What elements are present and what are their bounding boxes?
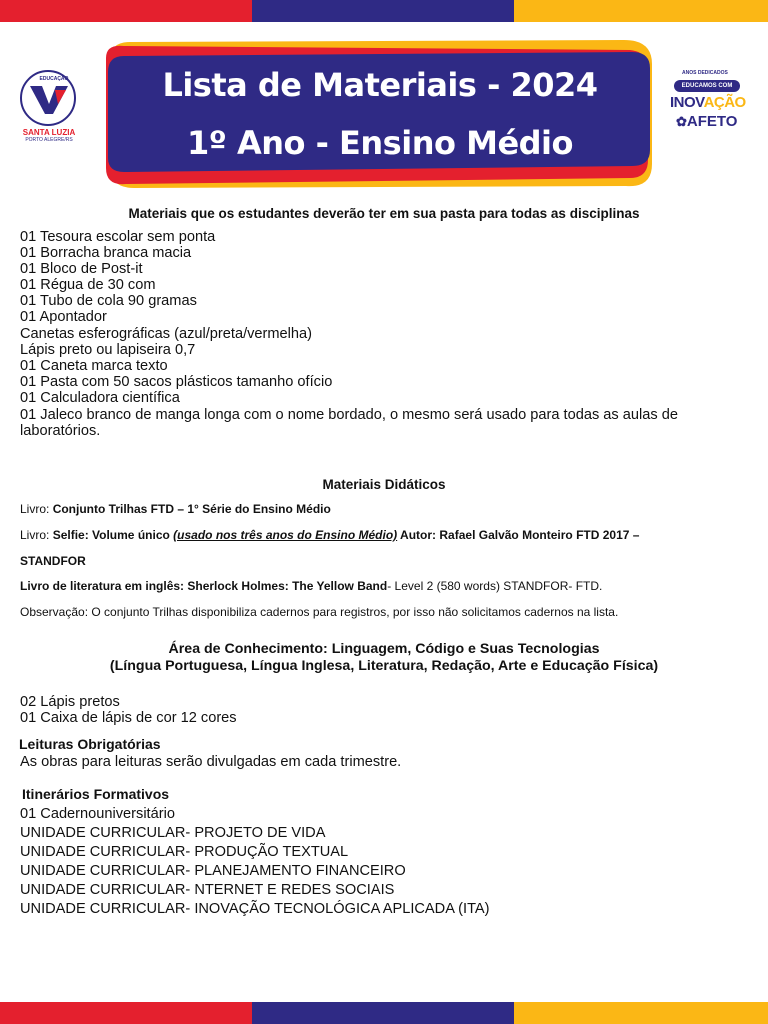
list-item: 01 Tubo de cola 90 gramas [20,293,197,309]
livro-label: Livro: [20,528,53,542]
logo-word-inov: INOV [670,94,704,111]
didaticos-heading: Materiais Didáticos [322,477,446,492]
list-item: 01 Caneta marca texto [20,358,168,374]
area-subheading: (Língua Portuguesa, Língua Inglesa, Literatura, Redação, Arte e Educação Física) [109,658,659,674]
bottom-color-stripe [0,1002,768,1024]
stripe-red [0,0,252,22]
logo-right-word2 [676,113,737,130]
livro-label: Livro: [20,502,53,516]
logo-educamos-com-afeto [664,70,744,140]
livro-author: Autor: Rafael Galvão Monteiro FTD 2017 – [397,528,640,542]
logo-ring [20,70,76,126]
logo-left-name: SANTA LUZIA [22,128,76,137]
list-item: Lápis preto ou lapiseira 0,7 [20,342,196,358]
list-item: UNIDADE CURRICULAR- NTERNET E REDES SOCIAIS [20,882,395,898]
logo-left-top-text: EDUCAÇÃO [39,76,69,82]
school-logo-left [16,70,82,150]
list-item: UNIDADE CURRICULAR- PROJETO DE VIDA [20,825,326,841]
list-item: 01 Caixa de lápis de cor 12 cores [20,710,237,726]
heart-icon: ✿ [676,114,687,129]
livro-trilhas [20,502,331,516]
area-heading: Área de Conhecimento: Linguagem, Código e Suas Tecnologias [168,641,600,657]
logo-word-afeto: AFETO [686,113,738,130]
list-item: 01 Apontador [20,309,107,325]
v-emblem-icon [30,84,68,116]
list-item: 01 Bloco de Post-it [20,261,143,277]
page-title: Lista de Materiais - 2024 [162,66,598,104]
list-item: 02 Lápis pretos [20,694,120,710]
livro-selfie-publisher [20,554,86,568]
observacao-text: Observação: O conjunto Trilhas disponibiliza cadernos para registros, por isso não solicitamos cadernos na lista. [20,605,619,619]
logo-left-sub: PORTO ALEGRE/RS [25,137,73,143]
list-item: 01 Tesoura escolar sem ponta [20,229,216,245]
logo-right-word1 [670,94,746,111]
list-item: 01 Borracha branca macia [20,245,192,261]
logo-word-acao: AÇÃO [703,94,746,111]
stripe-blue [252,0,514,22]
stripe-red [0,1002,252,1024]
stripe-blue [252,1002,514,1024]
list-item: 01 Pasta com 50 sacos plásticos tamanho ofício [20,374,333,390]
leituras-text: As obras para leituras serão divulgadas em cada trimestre. [20,754,402,770]
livro-title: Selfie: Volume único [52,528,174,542]
list-item: 01 Calculadora científica [20,390,180,406]
livro-selfie [20,528,639,542]
livro-publisher: STANDFOR [20,554,86,568]
title-banner [104,38,656,190]
livro-title: Conjunto Trilhas FTD – 1° Série do Ensino Médio [52,502,331,516]
list-item: UNIDADE CURRICULAR- PLANEJAMENTO FINANCEIRO [20,863,406,879]
list-item: 01 Jaleco branco de manga longa com o nome bordado, o mesmo será usado para todas as aulas de laboratórios. [20,407,678,439]
livro-literatura-title: Livro de literatura em inglês: Sherlock Holmes: The Yellow Band [20,579,388,593]
list-item: Canetas esferográficas (azul/preta/vermelha) [20,326,313,342]
livro-literatura-rest: - Level 2 (580 words) STANDFOR- FTD. [387,579,603,593]
list-item: UNIDADE CURRICULAR- PRODUÇÃO TEXTUAL [20,844,349,860]
pasta-heading: Materiais que os estudantes deverão ter em sua pasta para todas as disciplinas [128,206,640,221]
livro-note: (usado nos três anos do Ensino Médio) [173,528,398,542]
logo-right-top-text: ANOS DEDICADOS [682,70,728,76]
page-subtitle: 1º Ano - Ensino Médio [186,124,573,162]
leituras-heading: Leituras Obrigatórias [19,736,161,752]
list-item: 01 Régua de 30 com [20,277,156,293]
top-color-stripe [0,0,768,22]
banner-shape [104,38,656,190]
logo-right-band: EDUCAMOS COM [674,80,740,92]
stripe-yellow [514,0,768,22]
list-item: UNIDADE CURRICULAR- INOVAÇÃO TECNOLÓGICA APLICADA (ITA) [20,901,490,917]
stripe-yellow [514,1002,768,1024]
list-item: 01 Cadernouniversitário [20,806,175,822]
itinerarios-heading: Itinerários Formativos [22,786,170,802]
livro-literatura [20,579,602,593]
